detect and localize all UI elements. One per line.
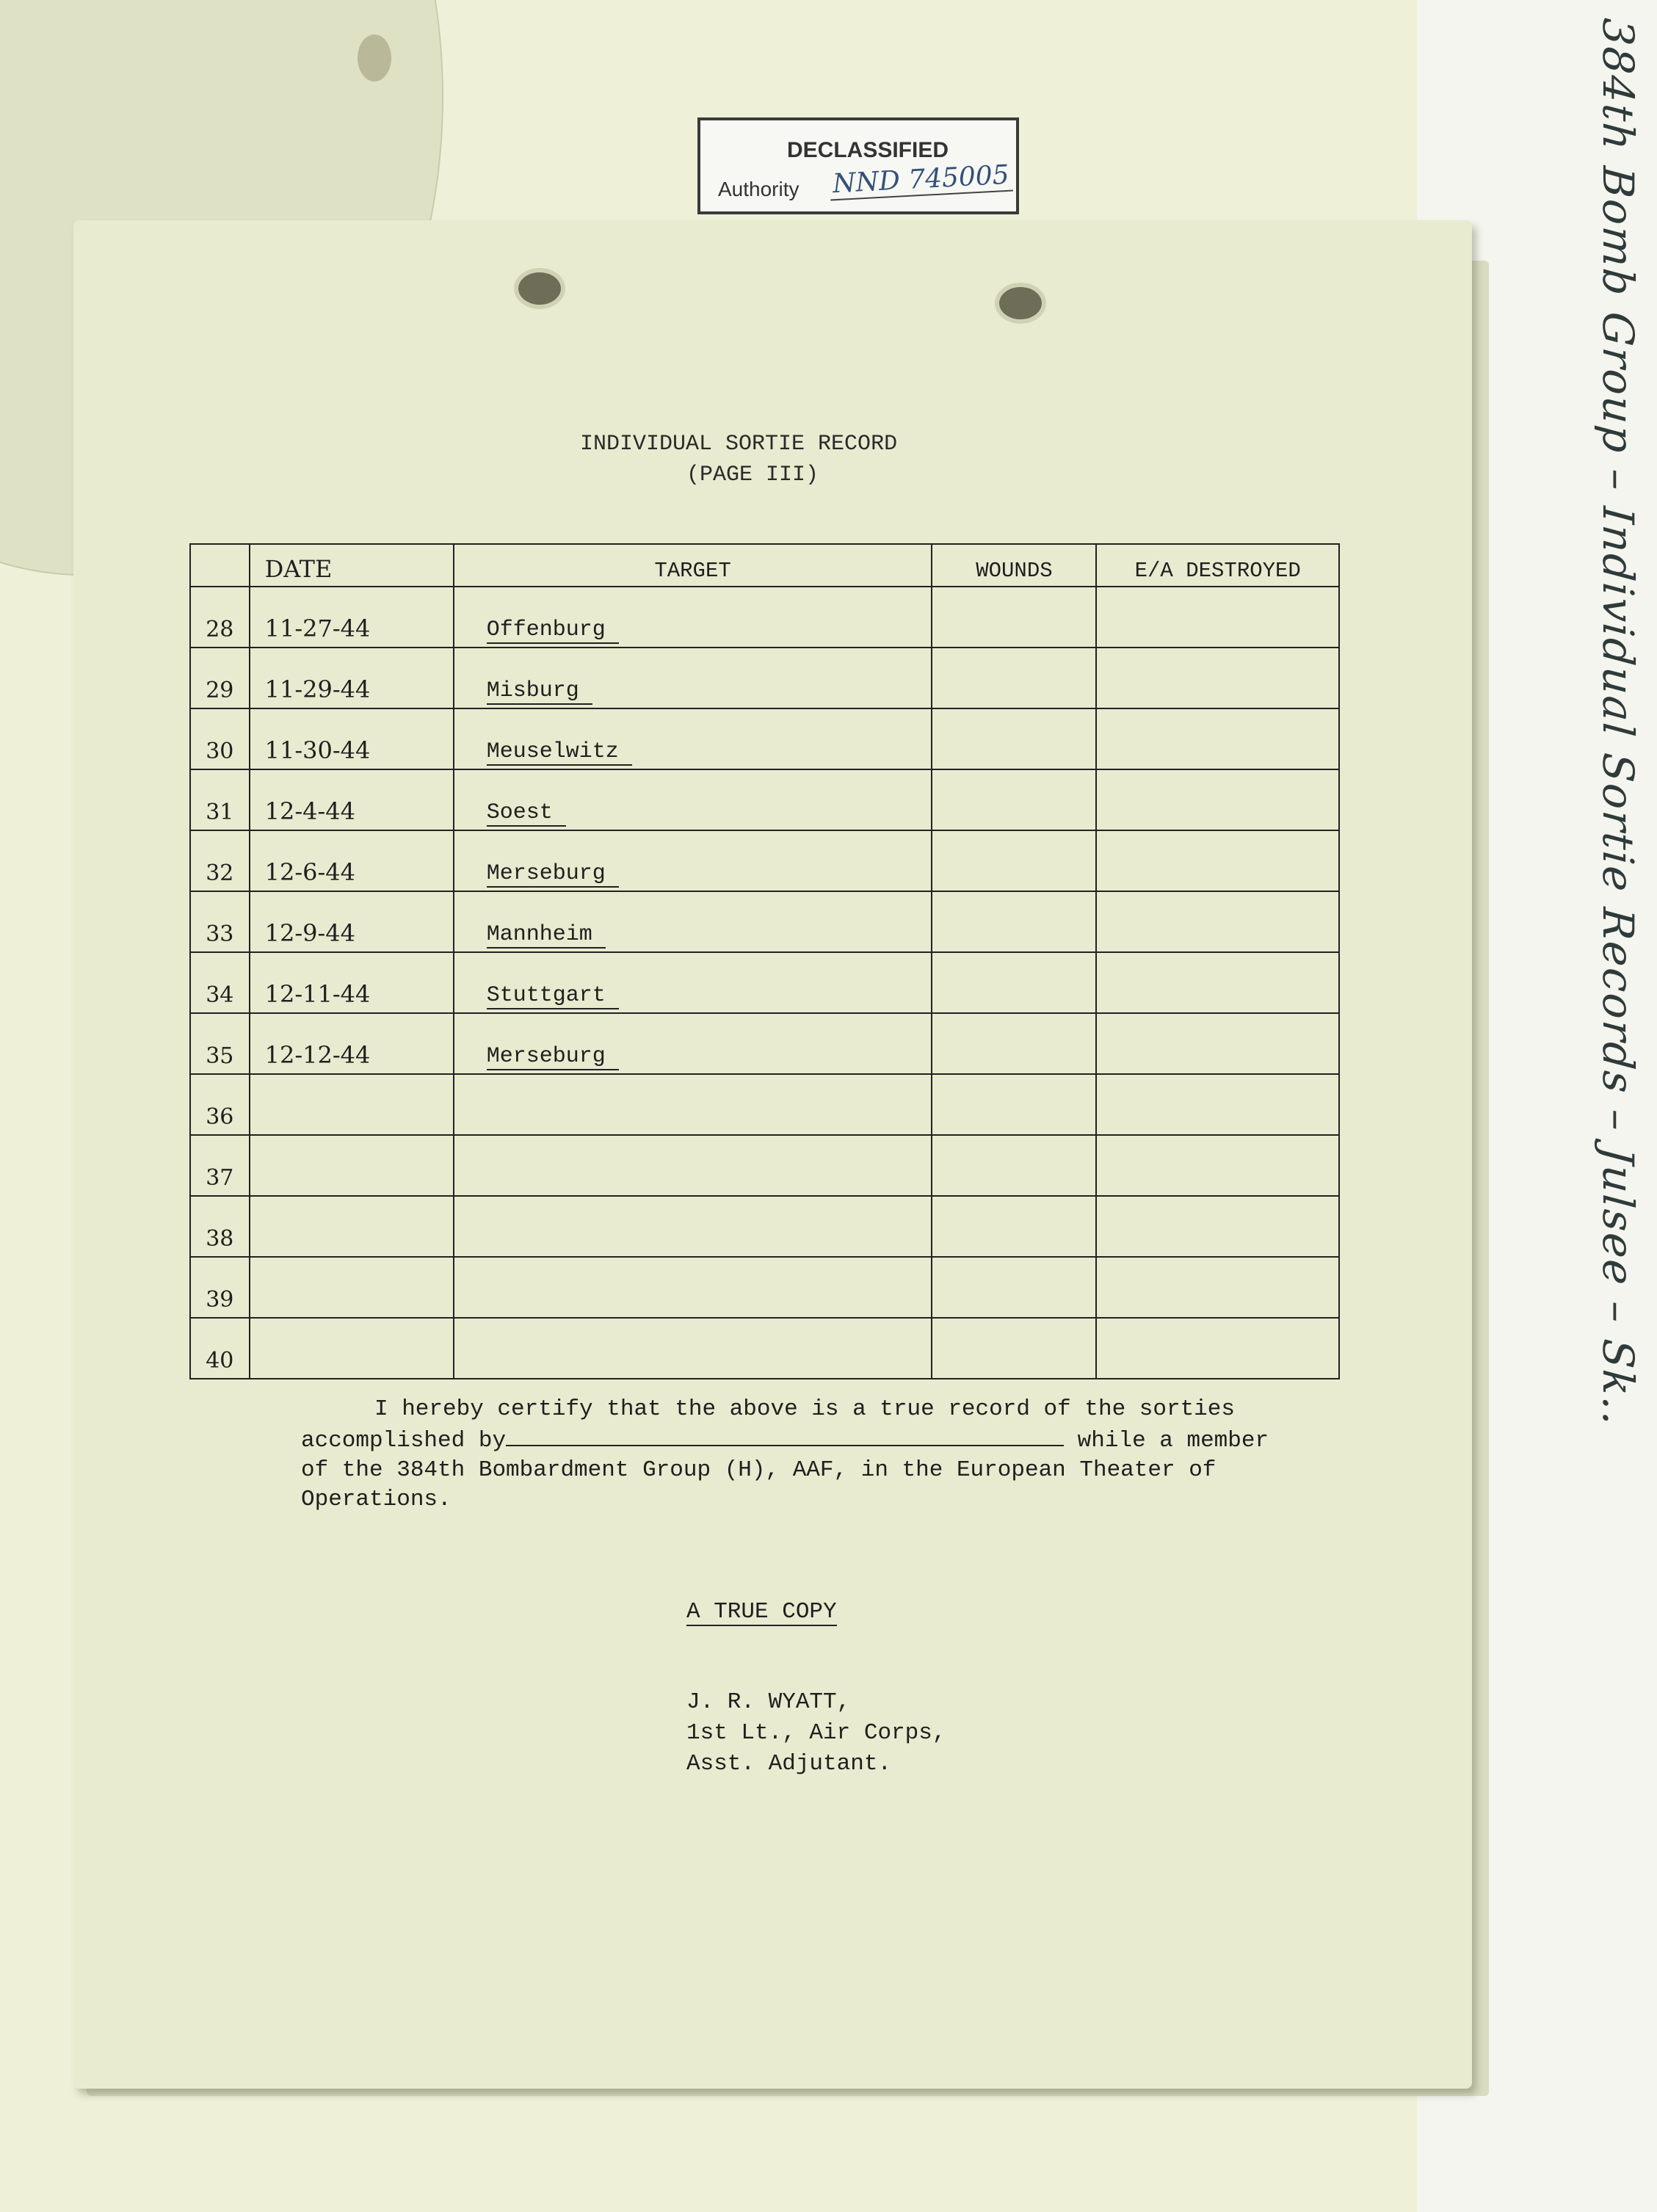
document-title: INDIVIDUAL SORTIE RECORD [580,432,898,457]
certification-line [301,1424,1299,1456]
certification-line: of the 384th Bombardment Group (H), AAF, in the European Theater of [301,1457,1217,1483]
row-target [454,952,932,1013]
document-subtitle: (PAGE III) [686,463,819,487]
row-target [454,830,932,891]
row-target-value: Stuttgart [487,983,619,1009]
row-wounds [932,769,1096,830]
table-row [190,648,1339,708]
certification-paragraph [301,1395,1299,1515]
row-wounds [932,891,1096,952]
punch-hole-right [995,283,1046,324]
row-date: 12-4-44 [250,769,454,830]
table-row [190,587,1339,648]
table-row [190,1013,1339,1074]
stamp-authority-value: NND 745005 [829,160,1013,201]
row-date: 12-9-44 [250,891,454,952]
row-date [250,1074,454,1135]
row-number: 28 [190,587,250,648]
row-date [250,1257,454,1318]
signature-name: J. R. WYATT, [686,1689,851,1715]
signature-title: Asst. Adjutant. [686,1751,892,1777]
row-ea-destroyed [1096,1135,1339,1196]
row-ea-destroyed [1096,1196,1339,1257]
row-ea-destroyed [1096,648,1339,708]
stamp-authority-label: Authority [718,178,800,200]
punch-hole [358,35,391,81]
table-row [190,769,1339,830]
row-number: 40 [190,1318,250,1379]
row-date: 12-6-44 [250,830,454,891]
table-row [190,952,1339,1013]
table-row [190,708,1339,769]
punch-hole-left [514,268,565,309]
row-target [454,1135,932,1196]
row-target-value: Soest [487,800,566,827]
row-date: 12-12-44 [250,1013,454,1074]
row-target [454,1013,932,1074]
row-number: 35 [190,1013,250,1074]
table-row [190,830,1339,891]
signature-rank: 1st Lt., Air Corps, [686,1720,946,1746]
row-ea-destroyed [1096,708,1339,769]
header-number [190,544,250,587]
row-number: 32 [190,830,250,891]
header-ea-destroyed: E/A DESTROYED [1096,544,1339,587]
header-date: DATE [250,544,454,587]
row-target-value: Mannheim [487,922,606,949]
row-wounds [932,1257,1096,1318]
row-wounds [932,1135,1096,1196]
row-wounds [932,830,1096,891]
row-date: 11-29-44 [250,648,454,708]
row-number: 30 [190,708,250,769]
row-target-value: Meuselwitz [487,739,632,766]
table-row [190,1257,1339,1318]
row-target [454,1074,932,1135]
row-number: 31 [190,769,250,830]
row-ea-destroyed [1096,891,1339,952]
row-ea-destroyed [1096,1013,1339,1074]
header-wounds: WOUNDS [932,544,1096,587]
row-number: 34 [190,952,250,1013]
row-target [454,1318,932,1379]
row-number: 29 [190,648,250,708]
sortie-table [189,543,1340,1379]
row-ea-destroyed [1096,952,1339,1013]
row-wounds [932,952,1096,1013]
row-wounds [932,1074,1096,1135]
row-ea-destroyed [1096,1257,1339,1318]
certification-line: I hereby certify that the above is a true record of the sorties [374,1396,1235,1422]
row-wounds [932,648,1096,708]
row-target [454,708,932,769]
table-header-row [190,544,1339,587]
handwritten-side-note: 384th Bomb Group – Individual Sortie Records – Julsee – Sk.. [1593,16,1643,1429]
row-number: 36 [190,1074,250,1135]
row-target [454,648,932,708]
row-ea-destroyed [1096,1074,1339,1135]
row-target-value: Offenburg [487,617,619,644]
certification-line: Operations. [301,1487,452,1512]
row-date [250,1318,454,1379]
row-ea-destroyed [1096,769,1339,830]
certification-text: while a member [1077,1428,1269,1454]
row-ea-destroyed [1096,1318,1339,1379]
row-target-value: Merseburg [487,861,619,888]
declassified-stamp [697,117,1019,214]
row-date [250,1196,454,1257]
header-target: TARGET [454,544,932,587]
row-number: 38 [190,1196,250,1257]
table-row [190,1074,1339,1135]
row-date: 12-11-44 [250,952,454,1013]
table-row [190,891,1339,952]
row-target [454,891,932,952]
name-blank-line [506,1424,1064,1446]
row-number: 39 [190,1257,250,1318]
row-wounds [932,587,1096,648]
table-row [190,1196,1339,1257]
row-target-value: Misburg [487,678,592,705]
certification-text: accomplished by [301,1428,507,1454]
row-wounds [932,708,1096,769]
row-date: 11-27-44 [250,587,454,648]
row-target [454,1196,932,1257]
table-row [190,1318,1339,1379]
row-wounds [932,1318,1096,1379]
stamp-title: DECLASSIFIED [787,138,949,162]
row-date [250,1135,454,1196]
row-ea-destroyed [1096,830,1339,891]
row-target-value: Merseburg [487,1044,619,1070]
row-wounds [932,1196,1096,1257]
row-number: 37 [190,1135,250,1196]
row-target [454,587,932,648]
row-target [454,769,932,830]
row-ea-destroyed [1096,587,1339,648]
row-wounds [932,1013,1096,1074]
row-number: 33 [190,891,250,952]
row-date: 11-30-44 [250,708,454,769]
table-row [190,1135,1339,1196]
row-target [454,1257,932,1318]
true-copy-label: A TRUE COPY [686,1599,837,1625]
signature-block [686,1687,946,1780]
